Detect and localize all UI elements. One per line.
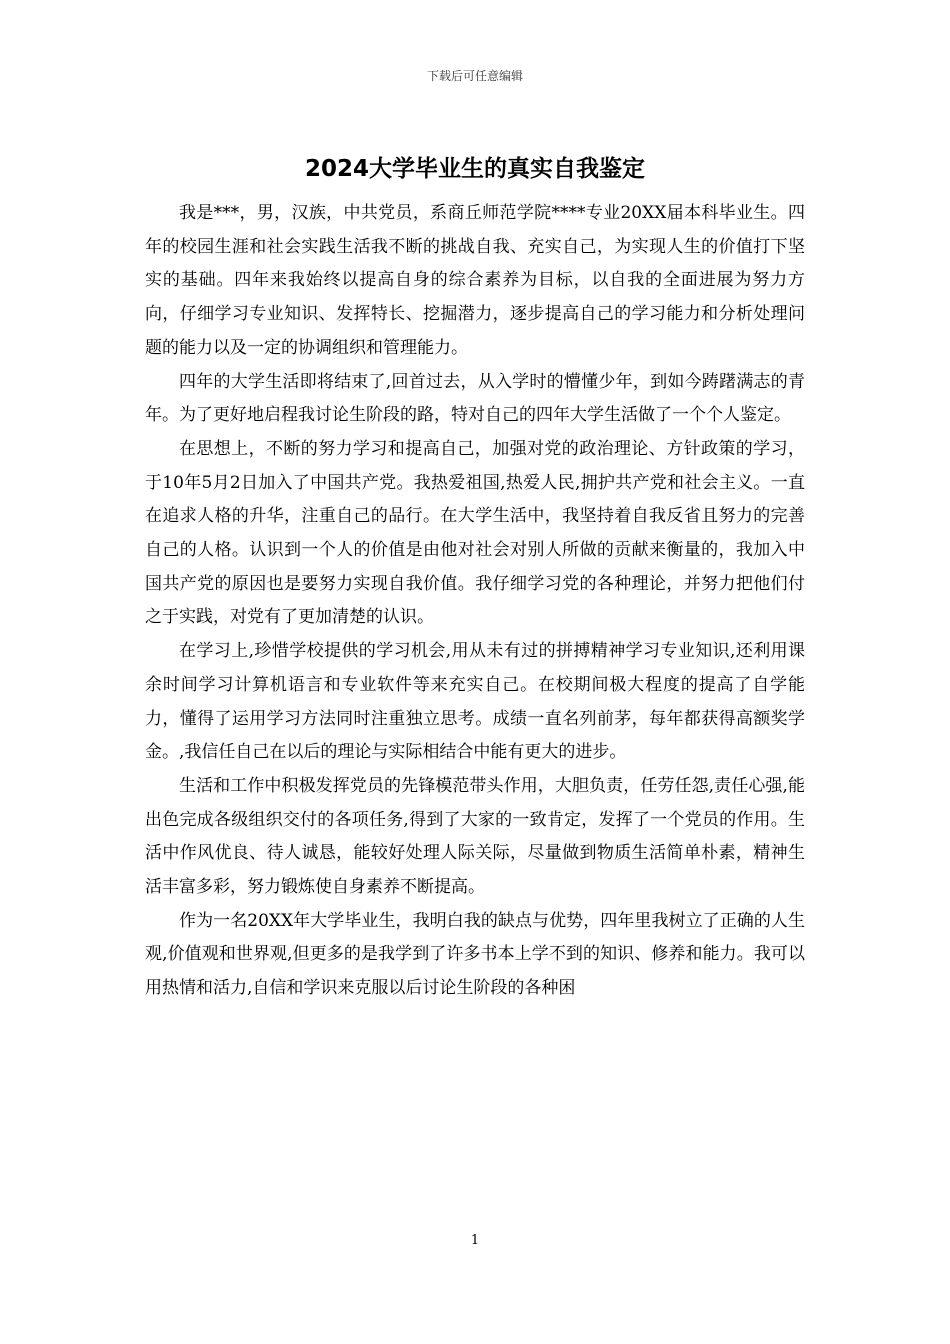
paragraph: 在思想上，不断的努力学习和提高自己，加强对党的政治理论、方针政策的学习，于10年5月2日加入了中国共产党。我热爱祖国,热爱人民,拥护共产党和社会主义。一直在追求人格的升华，注重自己的品行。在大学生活中，我坚持着自我反省且努力的完善自己的人格。认识到一个人的价值是由他对社会对别人所做的贡献来衡量的，我加入中国共产党的原因也是要努力实现自我价值。我仔细学习党的各种理论，并努力把他们付之于实践，对党有了更加清楚的认识。 (145, 438, 805, 628)
paragraph: 作为一名20XX年大学毕业生，我明白我的缺点与优势，四年里我树立了正确的人生观,价值观和世界观,但更多的是我学到了许多书本上学不到的知识、修养和能力。我可以用热情和活力,自信和学识来克服以后讨论生阶段的各种困 (145, 910, 805, 999)
paragraph: 在学习上,珍惜学校提供的学习机会,用从未有过的拼搏精神学习专业知识,还利用课余时间学习计算机语言和专业软件等来充实自己。在校期间极大程度的提高了自学能力，懂得了运用学习方法同时注重独立思考。成绩一直名列前茅，每年都获得高额奖学金。,我信任自己在以后的理论与实际相结合中能有更大的进步。 (145, 641, 805, 763)
document-title: 2024大学毕业生的真实自我鉴定 (304, 156, 645, 182)
download-note: 下载后可任意编辑 (426, 69, 523, 83)
paragraph: 我是***，男，汉族，中共党员，系商丘师范学院****专业20XX届本科毕业生。四年的校园生涯和社会实践生活我不断的挑战自我、充实自己，为实现人生的价值打下坚实的基础。四年来我始终以提高自身的综合素养为目标，以自我的全面进展为努力方向，仔细学习专业知识、发挥特长、挖掘潜力，逐步提高自己的学习能力和分析处理问题的能力以及一定的协调组织和管理能力。 (145, 203, 805, 358)
paragraph: 四年的大学生活即将结束了,回首过去，从入学时的懵懂少年，到如今踌躇满志的青年。为了更好地启程我讨论生阶段的路，特对自己的四年大学生活做了一个个人鉴定。 (145, 371, 805, 426)
page-number: 1 (470, 1233, 480, 1248)
document-body (145, 197, 805, 1006)
paragraph: 生活和工作中积极发挥党员的先锋模范带头作用，大胆负责，任劳任怨,责任心强,能出色完成各级组织交付的各项任务,得到了大家的一致肯定，发挥了一个党员的作用。生活中作风优良、待人诚恳，能较好处理人际关际，尽量做到物质生活简单朴素，精神生活丰富多彩，努力锻炼使自身素养不断提高。 (145, 775, 805, 898)
